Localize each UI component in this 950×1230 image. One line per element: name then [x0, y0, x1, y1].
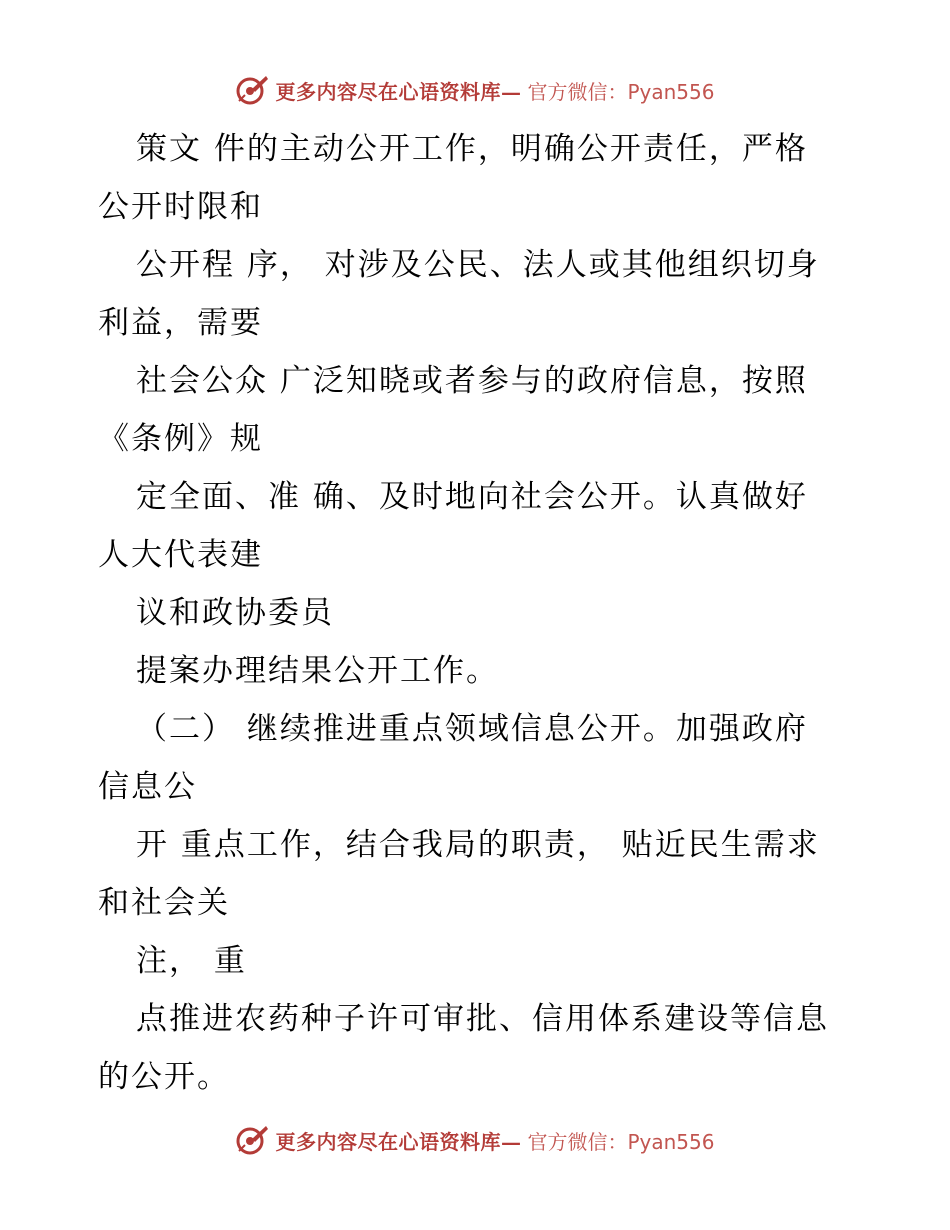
- body-line: （二） 继续推进重点领域信息公开。加强政府: [136, 711, 808, 747]
- footer-banner-text: 更多内容尽在心语资料库—: [275, 1129, 522, 1154]
- body-line: 社会公众 广泛知晓或者参与的政府信息，按照: [136, 363, 808, 399]
- body-line: 定全面、准 确、及时地向社会公开。认真做好: [136, 479, 808, 515]
- footer-wechat-text: 官方微信：Pyan556: [527, 1129, 715, 1154]
- body-line: 点推进农药种子许可审批、信用体系建设等信息: [136, 1001, 829, 1037]
- body-line: 信息公: [98, 769, 197, 805]
- body-line: 利益，需要: [98, 305, 263, 341]
- pen-logo-icon: [235, 73, 269, 107]
- body-line: 《条例》规: [98, 421, 263, 457]
- body-line: 策文 件的主动公开工作，明确公开责任，严格: [136, 131, 808, 167]
- body-line: 公开程 序， 对涉及公民、法人或其他组织切身: [136, 247, 820, 283]
- header-banner-text: 更多内容尽在心语资料库—: [275, 79, 522, 104]
- body-line: 议和政协委员: [136, 595, 334, 631]
- body-line: 注， 重: [136, 943, 247, 979]
- body-line: 公开时限和: [98, 189, 263, 225]
- body-line: 人大代表建: [98, 537, 263, 573]
- body-line: 和社会关: [98, 885, 230, 921]
- body-line: 开 重点工作，结合我局的职责， 贴近民生需求: [136, 827, 820, 863]
- footer-watermark: [0, 1120, 950, 1160]
- document-body: [98, 120, 858, 1106]
- header-watermark: [0, 70, 950, 110]
- body-line: 提案办理结果公开工作。: [136, 653, 499, 689]
- body-line: 的公开。: [98, 1059, 230, 1095]
- pen-logo-icon: [235, 1123, 269, 1157]
- header-wechat-text: 官方微信：Pyan556: [527, 79, 715, 104]
